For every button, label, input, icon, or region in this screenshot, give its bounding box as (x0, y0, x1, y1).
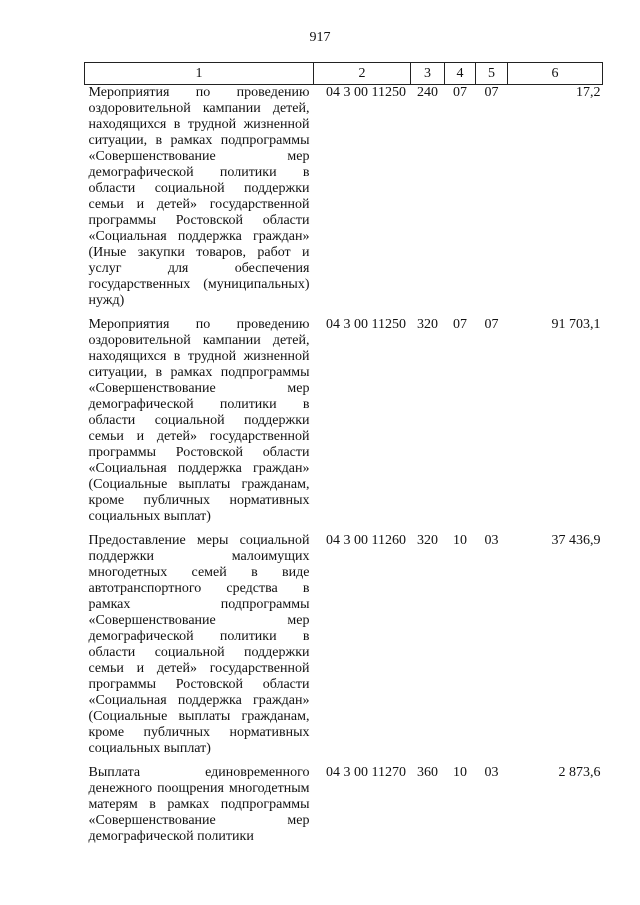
row-subsection: 07 (484, 85, 499, 100)
row-expense-type: 360 (417, 765, 438, 780)
page-number: 917 (309, 30, 331, 45)
row-expense-type: 320 (417, 533, 438, 548)
table-row (85, 765, 603, 853)
header-col-2: 2 (314, 63, 411, 85)
table-header-row (85, 63, 603, 85)
row-subsection: 03 (484, 765, 499, 780)
row-target-code: 04 3 00 11270 (326, 765, 406, 780)
row-target-code: 04 3 00 11260 (326, 533, 406, 548)
row-description: Предоставление меры социальной поддержки малоимущих многодетных семей в виде автотранспортного средства в рамках подпрограммы «Совершенствование мер демографической политики в области социальной поддержки семьи и детей» государственной программы Ростовской области «Социальная поддержка граждан» (Социальные выплаты гражданам, кроме публичных нормативных социальных выплат) (88, 533, 310, 756)
header-col-4: 4 (445, 63, 476, 85)
row-subsection: 07 (484, 317, 499, 332)
row-section: 10 (453, 533, 467, 548)
row-description: Выплата единовременного денежного поощрения многодетным матерям в рамках подпрограммы «Совершенствование мер демографической политики (88, 765, 310, 844)
row-target-code: 04 3 00 11250 (326, 317, 406, 332)
row-subsection: 03 (484, 533, 499, 548)
header-col-3: 3 (411, 63, 445, 85)
row-amount: 37 436,9 (551, 533, 601, 548)
row-section: 10 (453, 765, 467, 780)
row-amount: 91 703,1 (551, 317, 601, 332)
header-col-5: 5 (476, 63, 508, 85)
table-row (85, 317, 603, 533)
row-section: 07 (453, 85, 467, 100)
row-description: Мероприятия по проведению оздоровительной кампании детей, находящихся в трудной жизненной ситуации, в рамках подпрограммы «Совершенствование мер демографической политики в области социальной поддержки семьи и детей» государственной программы Ростовской области «Социальная поддержка граждан» (Социальные выплаты гражданам, кроме публичных нормативных социальных выплат) (88, 317, 310, 524)
row-section: 07 (453, 317, 467, 332)
row-expense-type: 240 (417, 85, 438, 100)
table-row (85, 85, 603, 318)
header-col-1: 1 (85, 63, 314, 85)
row-description: Мероприятия по проведению оздоровительной кампании детей, находящихся в трудной жизненной ситуации, в рамках подпрограммы «Совершенствование мер демографической политики в области социальной поддержки семьи и детей» государственной программы Ростовской области «Социальная поддержка граждан» (Иные закупки товаров, работ и услуг для обеспечения государственных (муниципальных) нужд) (88, 85, 310, 308)
row-expense-type: 320 (417, 317, 438, 332)
header-col-6: 6 (508, 63, 603, 85)
budget-table (84, 62, 603, 853)
row-amount: 2 873,6 (558, 765, 601, 780)
row-amount: 17,2 (576, 85, 601, 100)
table-row (85, 533, 603, 765)
row-target-code: 04 3 00 11250 (326, 85, 406, 100)
